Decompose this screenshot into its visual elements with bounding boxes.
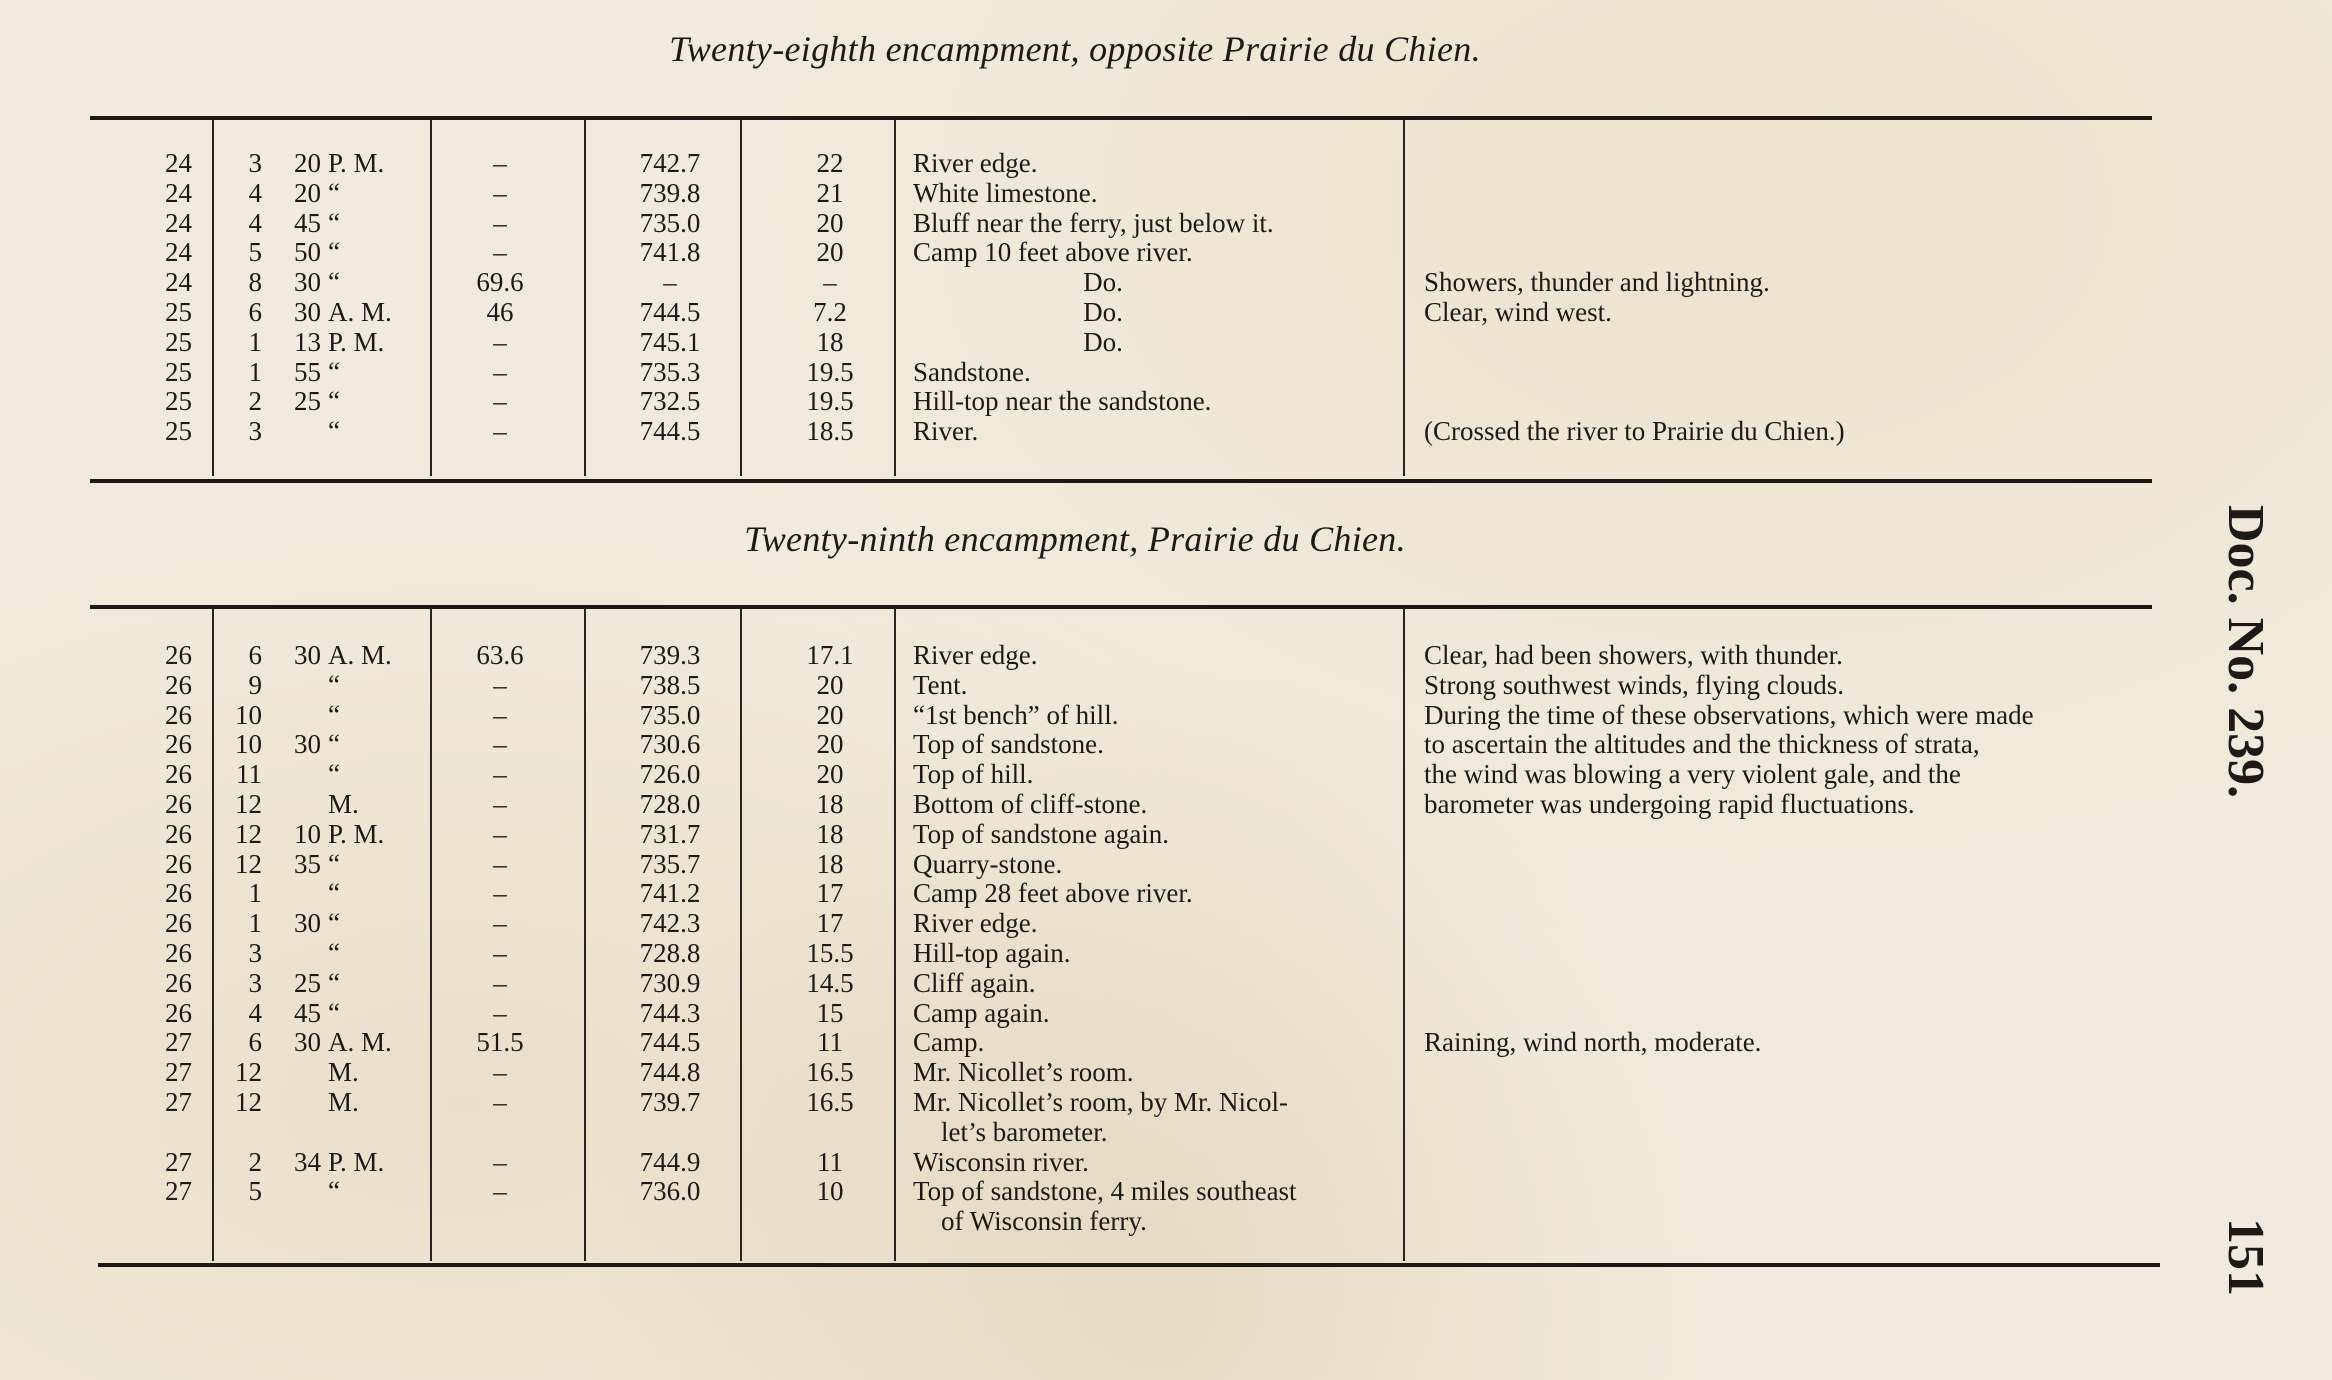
day-cell: 25	[165, 416, 192, 447]
thermometer-cell: –	[493, 207, 507, 238]
remarks-cell: Raining, wind north, moderate.	[1424, 1027, 1762, 1058]
hour-cell: 3	[248, 416, 262, 447]
hour-cell: 4	[248, 207, 262, 238]
day-cell: 24	[165, 177, 192, 208]
barometer-cell: 726.0	[639, 759, 701, 790]
barometer-cell: 735.3	[639, 356, 701, 387]
station-cell: Mr. Nicollet’s room, by Mr. Nicol-	[913, 1087, 1288, 1117]
remarks-cell: Strong southwest winds, flying clouds.	[1424, 669, 1845, 700]
station-cell: Do.	[1083, 297, 1123, 327]
table-row	[0, 968, 2332, 998]
table-row	[0, 670, 2332, 700]
meridiem-cell: M.	[328, 1057, 359, 1088]
meridiem-cell: A. M.	[328, 640, 392, 670]
table-row	[0, 1087, 2332, 1117]
meridiem-cell: P. M.	[328, 1146, 385, 1177]
barometer-cell: 744.3	[639, 997, 701, 1028]
hour-cell: 1	[248, 356, 262, 387]
station-cell: Do.	[1083, 267, 1123, 298]
top-rule-2	[90, 605, 2152, 609]
table-row	[0, 789, 2332, 819]
table-row	[0, 357, 2332, 387]
barometer-cell: 741.8	[639, 237, 701, 268]
table-row-continuation	[0, 1206, 2332, 1236]
thermometer-cell: –	[493, 148, 507, 178]
day-cell: 27	[165, 1087, 192, 1117]
thermometer-cell: –	[493, 237, 507, 268]
table-row	[0, 878, 2332, 908]
attached-thermometer-cell: –	[823, 267, 837, 298]
barometer-cell: 730.6	[639, 729, 701, 760]
table-row	[0, 819, 2332, 849]
remarks-cell: barometer was undergoing rapid fluctuations.	[1424, 789, 1915, 819]
attached-thermometer-cell: 15	[816, 997, 844, 1028]
attached-thermometer-cell: 20	[816, 669, 844, 700]
meridiem-cell: A. M.	[328, 297, 392, 327]
day-cell: 27	[165, 1146, 192, 1177]
hour-cell: 6	[248, 1027, 262, 1058]
attached-thermometer-cell: 10	[816, 1176, 844, 1207]
thermometer-cell: –	[493, 818, 507, 849]
meridiem-cell: “	[328, 386, 340, 417]
thermometer-cell: –	[493, 1087, 507, 1117]
barometer-cell: 730.9	[639, 967, 701, 998]
meridiem-cell: “	[328, 177, 340, 208]
barometer-cell: 744.5	[639, 297, 701, 327]
table-row	[0, 759, 2332, 789]
meridiem-cell: “	[328, 759, 340, 790]
thermometer-cell: 46	[486, 297, 514, 327]
remarks-cell: During the time of these observations, which were made	[1424, 699, 2034, 730]
table-row	[0, 237, 2332, 267]
barometer-cell: 732.5	[639, 386, 701, 417]
hour-cell: 12	[235, 848, 262, 879]
remarks-cell: Clear, had been showers, with thunder.	[1424, 640, 1843, 670]
attached-thermometer-cell: 20	[816, 759, 844, 790]
thermometer-cell: –	[493, 1146, 507, 1177]
table-row	[0, 297, 2332, 327]
minute-cell: 30	[294, 640, 321, 670]
thermometer-cell: 63.6	[476, 640, 524, 670]
meridiem-cell: “	[328, 1176, 340, 1207]
attached-thermometer-cell: 20	[816, 207, 844, 238]
hour-cell: 6	[248, 297, 262, 327]
barometer-cell: 738.5	[639, 669, 701, 700]
meridiem-cell: “	[328, 207, 340, 238]
minute-cell: 20	[294, 177, 321, 208]
barometer-cell: 745.1	[639, 326, 701, 357]
station-cell: Do.	[1083, 326, 1123, 357]
top-rule-1	[90, 116, 2152, 120]
hour-cell: 12	[235, 1057, 262, 1088]
meridiem-cell: M.	[328, 789, 359, 819]
minute-cell: 35	[294, 848, 321, 879]
day-cell: 25	[165, 326, 192, 357]
barometer-cell: 742.3	[639, 908, 701, 939]
thermometer-cell: –	[493, 729, 507, 760]
day-cell: 26	[165, 699, 192, 730]
hour-cell: 10	[235, 699, 262, 730]
meridiem-cell: “	[328, 237, 340, 268]
thermometer-cell: –	[493, 1057, 507, 1088]
hour-cell: 9	[248, 669, 262, 700]
day-cell: 26	[165, 908, 192, 939]
table-row	[0, 849, 2332, 879]
attached-thermometer-cell: 18	[816, 326, 844, 357]
barometer-cell: 739.8	[639, 177, 701, 208]
table-row	[0, 1147, 2332, 1177]
thermometer-cell: –	[493, 878, 507, 909]
hour-cell: 12	[235, 1087, 262, 1117]
station-cell: River edge.	[913, 148, 1038, 178]
table-row	[0, 1057, 2332, 1087]
meridiem-cell: “	[328, 878, 340, 909]
meridiem-cell: “	[328, 938, 340, 968]
station-cell: White limestone.	[913, 177, 1098, 208]
barometer-cell: 728.8	[639, 938, 701, 968]
barometer-cell: 735.0	[639, 207, 701, 238]
attached-thermometer-cell: 11	[817, 1146, 843, 1177]
remarks-cell: Clear, wind west.	[1424, 297, 1612, 327]
station-cell: Mr. Nicollet’s room.	[913, 1057, 1134, 1088]
day-cell: 26	[165, 818, 192, 849]
minute-cell: 13	[294, 326, 321, 357]
table-row	[0, 729, 2332, 759]
meridiem-cell: M.	[328, 1087, 359, 1117]
barometer-cell: 741.2	[639, 878, 701, 909]
table-row	[0, 327, 2332, 357]
thermometer-cell: –	[493, 177, 507, 208]
minute-cell: 10	[294, 818, 321, 849]
document-number: Doc. No. 239.	[2217, 505, 2274, 799]
minute-cell: 30	[294, 908, 321, 939]
table-row-continuation	[0, 1117, 2332, 1147]
day-cell: 27	[165, 1027, 192, 1058]
minute-cell: 45	[294, 997, 321, 1028]
day-cell: 26	[165, 967, 192, 998]
day-cell: 27	[165, 1176, 192, 1207]
hour-cell: 6	[248, 640, 262, 670]
thermometer-cell: –	[493, 416, 507, 447]
meridiem-cell: “	[328, 848, 340, 879]
minute-cell: 30	[294, 729, 321, 760]
day-cell: 25	[165, 297, 192, 327]
station-cell: “1st bench” of hill.	[913, 699, 1119, 730]
thermometer-cell: –	[493, 848, 507, 879]
station-cell: Tent.	[913, 669, 968, 700]
minute-cell: 50	[294, 237, 321, 268]
table-row	[0, 178, 2332, 208]
meridiem-cell: “	[328, 267, 340, 298]
day-cell: 26	[165, 789, 192, 819]
thermometer-cell: –	[493, 997, 507, 1028]
minute-cell: 55	[294, 356, 321, 387]
attached-thermometer-cell: 16.5	[806, 1057, 854, 1088]
thermometer-cell: 51.5	[476, 1027, 524, 1058]
station-cell: Camp again.	[913, 997, 1050, 1028]
barometer-cell: 744.5	[639, 416, 701, 447]
hour-cell: 2	[248, 1146, 262, 1177]
hour-cell: 4	[248, 997, 262, 1028]
thermometer-cell: –	[493, 326, 507, 357]
attached-thermometer-cell: 18	[816, 818, 844, 849]
station-cell: Cliff again.	[913, 967, 1036, 998]
attached-thermometer-cell: 7.2	[813, 297, 847, 327]
station-cell: Bluff near the ferry, just below it.	[913, 207, 1274, 238]
attached-thermometer-cell: 15.5	[806, 938, 854, 968]
hour-cell: 3	[248, 148, 262, 178]
attached-thermometer-cell: 18	[816, 789, 844, 819]
day-cell: 26	[165, 669, 192, 700]
meridiem-cell: “	[328, 729, 340, 760]
thermometer-cell: –	[493, 908, 507, 939]
day-cell: 24	[165, 267, 192, 298]
day-cell: 24	[165, 237, 192, 268]
meridiem-cell: “	[328, 997, 340, 1028]
station-cell: Top of sandstone, 4 miles southeast	[913, 1176, 1297, 1207]
station-cell: Quarry-stone.	[913, 848, 1063, 879]
day-cell: 27	[165, 1057, 192, 1088]
attached-thermometer-cell: 18.5	[806, 416, 854, 447]
attached-thermometer-cell: 17	[816, 878, 844, 909]
remarks-cell: the wind was blowing a very violent gale, and the	[1424, 759, 1961, 790]
table-row	[0, 1027, 2332, 1057]
attached-thermometer-cell: 17	[816, 908, 844, 939]
minute-cell: 20	[294, 148, 321, 178]
barometer-cell: 739.3	[639, 640, 701, 670]
hour-cell: 3	[248, 938, 262, 968]
hour-cell: 1	[248, 326, 262, 357]
thermometer-cell: –	[493, 967, 507, 998]
minute-cell: 30	[294, 297, 321, 327]
attached-thermometer-cell: 11	[817, 1027, 843, 1058]
attached-thermometer-cell: 16.5	[806, 1087, 854, 1117]
table-row	[0, 998, 2332, 1028]
station-cell: Sandstone.	[913, 356, 1031, 387]
station-cell: of Wisconsin ferry.	[941, 1206, 1147, 1237]
table-row	[0, 640, 2332, 670]
thermometer-cell: –	[493, 938, 507, 968]
hour-cell: 10	[235, 729, 262, 760]
barometer-cell: –	[663, 267, 677, 298]
attached-thermometer-cell: 21	[816, 177, 844, 208]
hour-cell: 2	[248, 386, 262, 417]
hour-cell: 3	[248, 967, 262, 998]
day-cell: 26	[165, 938, 192, 968]
hour-cell: 5	[248, 1176, 262, 1207]
day-cell: 25	[165, 356, 192, 387]
barometer-cell: 744.8	[639, 1057, 701, 1088]
thermometer-cell: –	[493, 1176, 507, 1207]
barometer-cell: 728.0	[639, 789, 701, 819]
hour-cell: 8	[248, 267, 262, 298]
meridiem-cell: “	[328, 908, 340, 939]
day-cell: 26	[165, 878, 192, 909]
attached-thermometer-cell: 20	[816, 729, 844, 760]
barometer-cell: 736.0	[639, 1176, 701, 1207]
station-cell: River.	[913, 416, 979, 447]
day-cell: 26	[165, 640, 192, 670]
day-cell: 26	[165, 848, 192, 879]
station-cell: Hill-top again.	[913, 938, 1071, 968]
hour-cell: 5	[248, 237, 262, 268]
table-row	[0, 148, 2332, 178]
day-cell: 26	[165, 759, 192, 790]
meridiem-cell: “	[328, 669, 340, 700]
station-cell: Camp 10 feet above river.	[913, 237, 1193, 268]
station-cell: Top of hill.	[913, 759, 1034, 790]
meridiem-cell: A. M.	[328, 1027, 392, 1058]
barometer-cell: 731.7	[639, 818, 701, 849]
thermometer-cell: –	[493, 356, 507, 387]
section-heading-28th: Twenty-eighth encampment, opposite Prairie du Chien.	[669, 29, 1481, 69]
barometer-cell: 744.5	[639, 1027, 701, 1058]
table-row	[0, 700, 2332, 730]
table-row	[0, 908, 2332, 938]
remarks-cell: to ascertain the altitudes and the thickness of strata,	[1424, 729, 1980, 760]
barometer-cell: 735.7	[639, 848, 701, 879]
thermometer-cell: –	[493, 789, 507, 819]
station-cell: River edge.	[913, 908, 1038, 939]
attached-thermometer-cell: 19.5	[806, 356, 854, 387]
thermometer-cell: –	[493, 699, 507, 730]
table-row	[0, 1176, 2332, 1206]
thermometer-cell: –	[493, 386, 507, 417]
day-cell: 24	[165, 148, 192, 178]
barometer-cell: 742.7	[639, 148, 701, 178]
hour-cell: 12	[235, 818, 262, 849]
table-row	[0, 386, 2332, 416]
minute-cell: 30	[294, 267, 321, 298]
page-number: 151	[2217, 1218, 2274, 1296]
attached-thermometer-cell: 14.5	[806, 967, 854, 998]
station-cell: Top of sandstone again.	[913, 818, 1170, 849]
attached-thermometer-cell: 20	[816, 237, 844, 268]
barometer-cell: 735.0	[639, 699, 701, 730]
minute-cell: 30	[294, 1027, 321, 1058]
bottom-rule-2	[98, 1263, 2160, 1267]
table-row	[0, 416, 2332, 446]
day-cell: 26	[165, 729, 192, 760]
remarks-cell: (Crossed the river to Prairie du Chien.)	[1424, 416, 1845, 447]
station-cell: Camp 28 feet above river.	[913, 878, 1193, 909]
station-cell: Camp.	[913, 1027, 985, 1058]
station-cell: River edge.	[913, 640, 1038, 670]
thermometer-cell: –	[493, 759, 507, 790]
station-cell: Wisconsin river.	[913, 1146, 1089, 1177]
attached-thermometer-cell: 18	[816, 848, 844, 879]
bottom-rule-1	[90, 479, 2152, 483]
thermometer-cell: 69.6	[476, 267, 524, 298]
barometer-cell: 744.9	[639, 1146, 701, 1177]
attached-thermometer-cell: 22	[816, 148, 844, 178]
meridiem-cell: “	[328, 967, 340, 998]
hour-cell: 1	[248, 908, 262, 939]
hour-cell: 12	[235, 789, 262, 819]
hour-cell: 11	[236, 759, 262, 790]
station-cell: let’s barometer.	[941, 1116, 1108, 1147]
meridiem-cell: “	[328, 356, 340, 387]
meridiem-cell: P. M.	[328, 818, 385, 849]
meridiem-cell: “	[328, 416, 340, 447]
station-cell: Hill-top near the sandstone.	[913, 386, 1212, 417]
station-cell: Top of sandstone.	[913, 729, 1104, 760]
table-row	[0, 267, 2332, 297]
attached-thermometer-cell: 19.5	[806, 386, 854, 417]
attached-thermometer-cell: 17.1	[806, 640, 854, 670]
attached-thermometer-cell: 20	[816, 699, 844, 730]
remarks-cell: Showers, thunder and lightning.	[1424, 267, 1770, 298]
table-row	[0, 938, 2332, 968]
thermometer-cell: –	[493, 669, 507, 700]
hour-cell: 1	[248, 878, 262, 909]
minute-cell: 25	[294, 967, 321, 998]
minute-cell: 45	[294, 207, 321, 238]
station-cell: Bottom of cliff-stone.	[913, 789, 1148, 819]
day-cell: 26	[165, 997, 192, 1028]
meridiem-cell: P. M.	[328, 148, 385, 178]
day-cell: 25	[165, 386, 192, 417]
section-heading-29th: Twenty-ninth encampment, Prairie du Chien.	[744, 519, 1406, 559]
barometer-cell: 739.7	[639, 1087, 701, 1117]
minute-cell: 34	[294, 1146, 321, 1177]
hour-cell: 4	[248, 177, 262, 208]
minute-cell: 25	[294, 386, 321, 417]
day-cell: 24	[165, 207, 192, 238]
table-row	[0, 208, 2332, 238]
meridiem-cell: “	[328, 699, 340, 730]
meridiem-cell: P. M.	[328, 326, 385, 357]
